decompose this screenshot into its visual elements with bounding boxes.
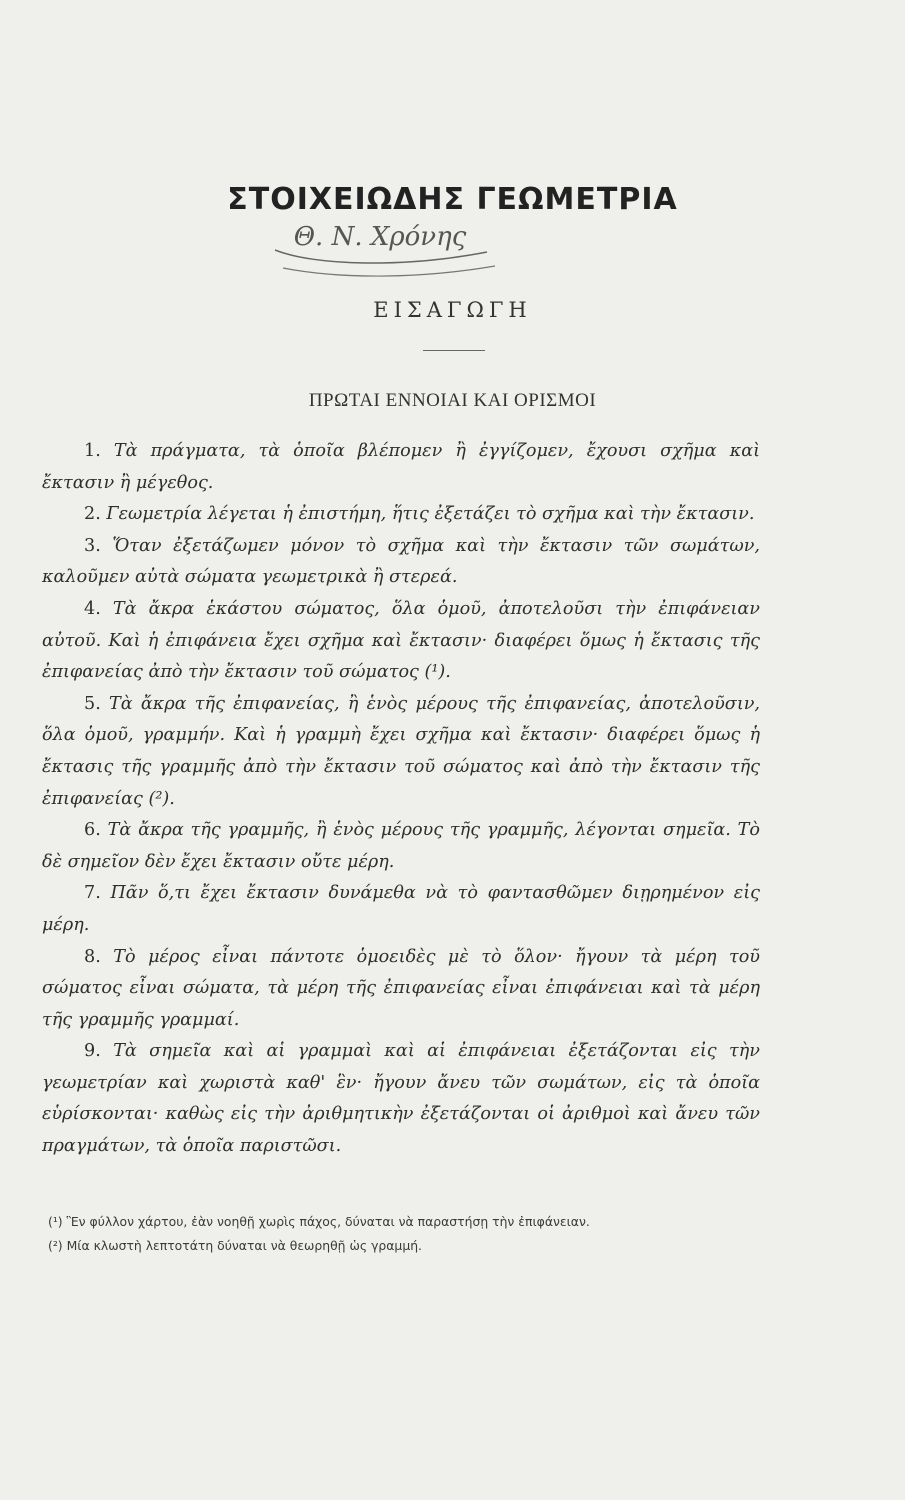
footnote-text: Μία κλωστὴ λεπτοτάτη δύναται νὰ θεωρηθῇ ὡς γραμμή.	[66, 1238, 422, 1253]
paragraph-6	[42, 815, 760, 878]
footnote-mark: (¹)	[48, 1214, 63, 1229]
paragraph-3	[42, 531, 760, 594]
paragraph-text: Τὰ πράγματα, τὰ ὁποῖα βλέπομεν ἢ ἐγγίζομεν, ἔχουσι σχῆμα καὶ ἔκτασιν ἢ μέγεθος.	[42, 441, 761, 493]
subtitle: ΠΡΩΤΑΙ ΕΝΝΟΙΑΙ ΚΑΙ ΟΡΙΣΜΟΙ	[308, 390, 597, 411]
paragraph-1	[42, 436, 760, 499]
section-title: ΕΙΣΑΓΩΓΗ	[373, 298, 532, 322]
footnotes	[48, 1210, 768, 1258]
footnote-1	[48, 1210, 768, 1234]
paragraph-number: 3.	[84, 535, 101, 556]
paragraph-text: Ὅταν ἐξετάζωμεν μόνον τὸ σχῆμα καὶ τὴν ἔκτασιν τῶν σωμάτων, καλοῦμεν αὐτὰ σώματα γεωμετρικὰ ἢ στερεά.	[42, 535, 760, 588]
signature-text: Θ. Ν. Χρόνης	[293, 222, 467, 252]
paragraph-text: Τὰ ἄκρα τῆς γραμμῆς, ἢ ἑνὸς μέρους τῆς γραμμῆς, λέγονται σημεῖα. Τὸ δὲ σημεῖον δὲν ἔχει ἔκτασιν οὔτε μέρη.	[42, 820, 760, 872]
paragraph-number: 9.	[84, 1041, 101, 1062]
paragraph-number: 5.	[84, 693, 101, 714]
paragraph-text: Τὰ ἄκρα τῆς ἐπιφανείας, ἢ ἑνὸς μέρους τῆς ἐπιφανείας, ἀποτελοῦσιν, ὅλα ὁμοῦ, γραμμήν. Καὶ ἡ γραμμὴ ἔχει σχῆμα καὶ ἔκτασιν· διαφέρει ὅμως ἡ ἔκτασις τῆς γραμμῆς ἀπὸ τὴν ἔκτασιν τοῦ σώματος καὶ ἀπὸ τὴν ἔκτασιν τῆς ἐπιφανείας (²).	[42, 693, 761, 809]
paragraph-number: 1.	[84, 441, 101, 461]
paragraph-text: Πᾶν ὅ,τι ἔχει ἔκτασιν δυνάμεθα νὰ τὸ φαντασθῶμεν διῃρημένον εἰς μέρη.	[42, 883, 760, 935]
paragraph-text: Τὸ μέρος εἶναι πάντοτε ὁμοειδὲς μὲ τὸ ὅλον· ἤγουν τὰ μέρη τοῦ σώματος εἶναι σώματα, τὰ μέρη τῆς ἐπιφανείας εἶναι ἐπιφάνειαι καὶ τὰ μέρη τῆς γραμμῆς γραμμαί.	[42, 946, 761, 1030]
paragraph-text: Τὰ ἄκρα ἑκάστου σώματος, ὅλα ὁμοῦ, ἀποτελοῦσι τὴν ἐπιφάνειαν αὐτοῦ. Καὶ ἡ ἐπιφάνεια ἔχει σχῆμα καὶ ἔκτασιν· διαφέρει ὅμως ἡ ἔκτασις τῆς ἐπιφανείας ἀπὸ τὴν ἔκτασιν τοῦ σώματος (¹).	[42, 598, 760, 683]
book-title: ΣΤΟΙΧΕΙΩΔΗΣ ΓΕΩΜΕΤΡΙΑ	[227, 182, 678, 217]
paragraph-2	[42, 499, 760, 531]
signature-flourish	[255, 222, 505, 284]
paragraph-7	[42, 878, 760, 941]
body-text	[42, 436, 760, 1163]
paragraph-9	[42, 1036, 760, 1162]
footnote-2	[48, 1234, 768, 1258]
paragraph-number: 7.	[84, 883, 101, 904]
paragraph-number: 2.	[84, 504, 101, 525]
paragraph-4	[42, 594, 760, 689]
footnote-text: Ἓν φύλλον χάρτου, ἐὰν νοηθῇ χωρὶς πάχος, δύναται νὰ παραστήσῃ τὴν ἐπιφάνειαν.	[66, 1214, 590, 1229]
paragraph-number: 8.	[84, 946, 101, 967]
paragraph-text: Τὰ σημεῖα καὶ αἱ γραμμαὶ καὶ αἱ ἐπιφάνειαι ἐξετάζονται εἰς τὴν γεωμετρίαν καὶ χωριστὰ καθ' ἓν· ἤγουν ἄνευ τῶν σωμάτων, εἰς τὰ ὁποῖα εὑρίσκονται· καθὼς εἰς τὴν ἀριθμητικὴν ἐξετάζονται οἱ ἀριθμοὶ καὶ ἄνευ τῶν πραγμάτων, τὰ ὁποῖα παριστῶσι.	[42, 1041, 760, 1157]
footnote-mark: (²)	[48, 1238, 63, 1253]
handwritten-signature	[255, 222, 505, 284]
paragraph-number: 6.	[84, 820, 101, 841]
paragraph-5	[42, 689, 760, 815]
paragraph-text: Γεωμετρία λέγεται ἡ ἐπιστήμη, ἥτις ἐξετάζει τὸ σχῆμα καὶ τὴν ἔκτασιν.	[106, 504, 755, 525]
paragraph-number: 4.	[84, 598, 101, 619]
divider	[423, 350, 485, 351]
paragraph-8	[42, 942, 760, 1037]
